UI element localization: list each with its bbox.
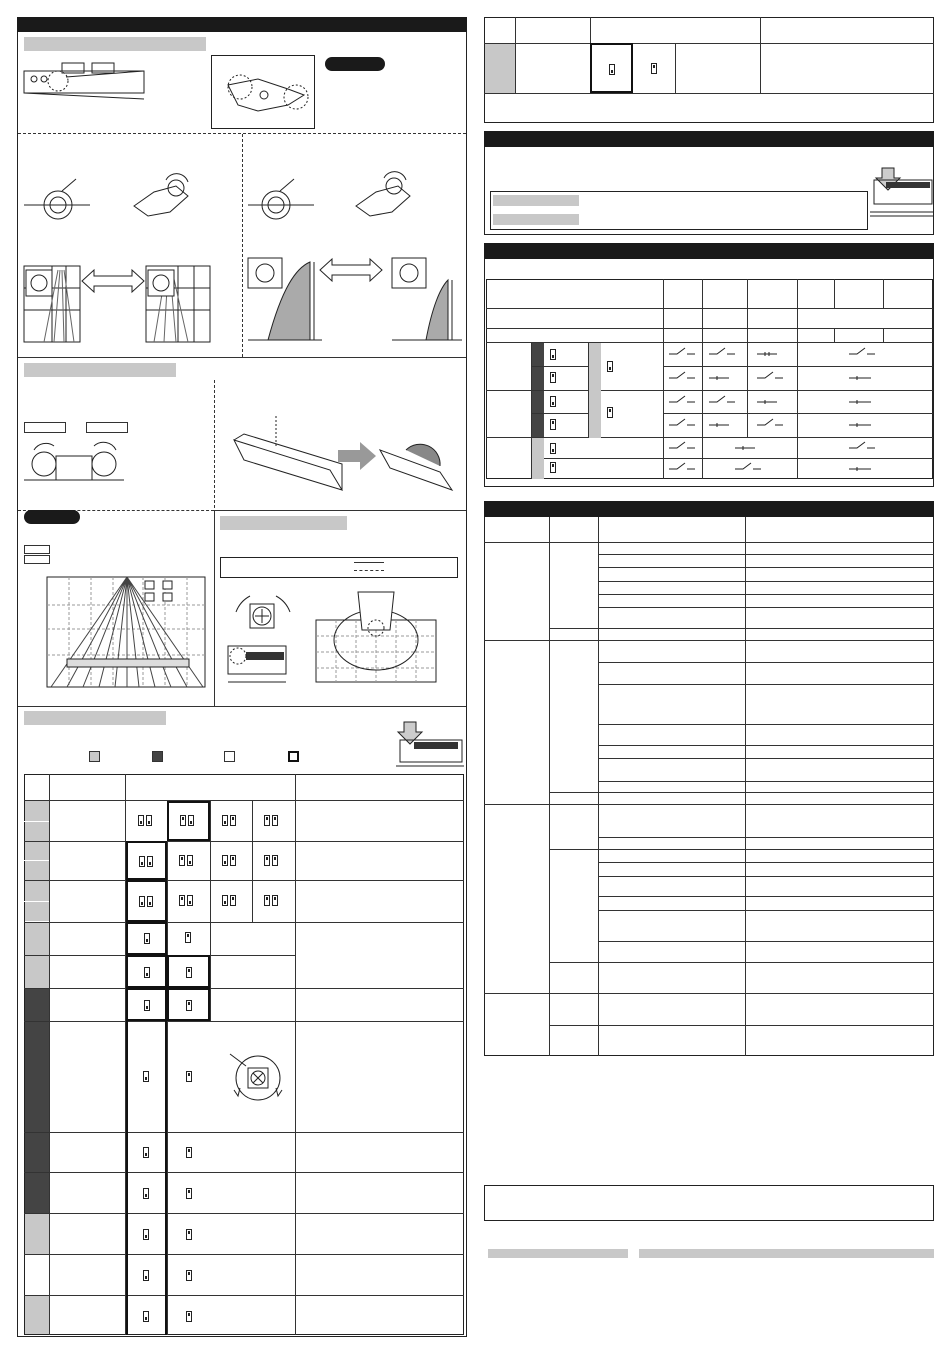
table-row — [295, 1295, 464, 1296]
table-row — [531, 366, 588, 367]
dip-switch-icon — [550, 462, 556, 473]
table-row — [295, 1172, 464, 1173]
table-column — [549, 517, 550, 1056]
table-row — [598, 896, 934, 897]
table-column — [883, 279, 884, 309]
divider — [18, 706, 466, 707]
dip-switch-icon — [550, 396, 556, 407]
output-panel-header-bar — [484, 131, 934, 147]
table-column — [745, 517, 746, 1056]
dip-switch — [633, 43, 676, 93]
left-panel-header-bar — [17, 17, 467, 32]
table-row — [598, 554, 934, 555]
dip-switch-group — [210, 841, 252, 880]
dark-gray-swatch — [152, 751, 163, 762]
table-row — [24, 860, 49, 861]
adjusting-screw-icon — [248, 183, 314, 223]
section-heading-bar — [24, 711, 166, 725]
dip-switch-icon — [143, 1270, 149, 1281]
note-badge — [24, 510, 80, 524]
white-swatch — [224, 751, 235, 762]
detection-area-chart-icon — [146, 266, 210, 342]
dip-switch-group — [126, 880, 167, 922]
dip-switch-icon — [186, 1229, 192, 1240]
dip-switch-group — [252, 841, 295, 880]
row-color-strip — [532, 438, 544, 479]
dip-switch-group — [210, 880, 252, 922]
dip-switch-icon — [143, 1311, 149, 1322]
table-row — [549, 1025, 934, 1026]
table-row — [24, 821, 49, 822]
adjusting-screw-icon — [24, 183, 90, 223]
dip-switch-group — [167, 880, 210, 922]
table-row — [598, 837, 934, 838]
detection-area-chart-icon — [248, 258, 322, 342]
dip-switch — [126, 955, 167, 988]
dip-switch — [126, 988, 167, 1021]
dip-switch-group — [126, 841, 167, 880]
detection-area-chart-icon — [47, 577, 205, 687]
dip-switch-icon — [143, 1229, 149, 1240]
dip-label-box — [86, 422, 128, 433]
dip-label-box — [24, 545, 50, 554]
table-column — [49, 774, 50, 1335]
dip-switch-group — [126, 801, 167, 841]
dip-switch — [126, 922, 167, 955]
note-label-bar — [493, 195, 579, 206]
table-row — [549, 962, 934, 963]
divider — [214, 380, 215, 508]
dip-switch-icon — [550, 443, 556, 454]
dip-switch-group — [210, 801, 252, 841]
row-color-strip — [589, 343, 601, 438]
dip-switch-group — [167, 801, 210, 841]
dip-switch-icon — [186, 1071, 192, 1082]
dip-switch-icon — [550, 349, 556, 360]
legend-line-solid — [354, 562, 384, 563]
row-color-strip — [25, 801, 49, 921]
table-column — [760, 17, 761, 93]
sensor-unit-drawing — [22, 57, 152, 105]
table-column — [295, 774, 296, 1335]
dip-switch-icon — [607, 361, 613, 372]
table-column — [883, 328, 884, 342]
table-row — [549, 792, 934, 793]
table-row — [484, 93, 934, 94]
dip-switch-icon — [186, 1270, 192, 1281]
operation-table-header-bar — [484, 243, 934, 259]
table-row — [549, 628, 934, 629]
dip-switch — [167, 922, 210, 955]
divider — [214, 510, 466, 511]
dip-switch-group — [252, 880, 295, 922]
dip-switch — [590, 43, 633, 93]
dip-switch-group — [167, 841, 210, 880]
table-row — [24, 988, 464, 989]
table-row — [598, 594, 934, 595]
section-heading-bar — [24, 363, 176, 377]
divider — [18, 357, 466, 358]
table-row — [598, 910, 934, 911]
table-row — [484, 804, 934, 805]
table-row — [598, 862, 934, 863]
light-gray-swatch — [89, 751, 100, 762]
table-row — [598, 724, 934, 725]
table-row — [24, 1132, 464, 1133]
dip-label-box — [24, 422, 66, 433]
dip-switch-group — [252, 801, 295, 841]
sensor-unit-drawing — [230, 410, 462, 504]
adjusting-screw-icon — [228, 590, 298, 688]
sensor-unit-drawing — [870, 168, 934, 220]
table-row — [598, 567, 934, 568]
table-column — [834, 279, 835, 309]
arrow-icon — [80, 268, 146, 294]
detection-area-chart-icon — [314, 590, 438, 684]
row-color-strip — [485, 44, 515, 93]
notes-box — [484, 1185, 934, 1221]
row-color-strip — [532, 391, 544, 437]
table-row — [24, 901, 49, 902]
table-row — [484, 542, 934, 543]
top-right-table — [484, 17, 934, 123]
adjusting-screw-icon — [226, 1050, 292, 1102]
table-row — [295, 1213, 464, 1214]
lens-unit-icon — [130, 172, 194, 222]
table-column — [515, 17, 516, 93]
table-row — [24, 922, 464, 923]
dip-switch-icon — [143, 1071, 149, 1082]
table-row — [598, 581, 934, 582]
divider — [214, 510, 215, 706]
table-row — [484, 640, 934, 641]
dip-switch — [167, 955, 210, 988]
footer-bar — [639, 1249, 934, 1258]
table-row — [24, 1021, 464, 1022]
detection-area-chart-icon — [392, 258, 462, 342]
row-color-strip — [25, 1214, 49, 1254]
table-row — [598, 607, 934, 608]
dip-switch-icon — [143, 1188, 149, 1199]
row-color-strip — [25, 1296, 49, 1334]
table-row — [295, 1254, 464, 1255]
arrow-icon — [318, 257, 384, 283]
dip-switch-icon — [186, 1147, 192, 1158]
table-row — [598, 941, 934, 942]
specs-table-header-bar — [484, 501, 934, 517]
legend-box — [220, 557, 458, 578]
dip-switch-icon — [550, 419, 556, 430]
dip-switch — [126, 1021, 167, 1335]
table-row — [598, 758, 934, 759]
footer-bar — [488, 1249, 628, 1258]
row-color-strip — [25, 989, 49, 1213]
specs-table — [484, 501, 934, 1056]
sensor-unit-drawing — [396, 722, 464, 770]
detection-area-chart-icon — [24, 266, 80, 342]
section-heading-bar — [220, 516, 347, 530]
table-column — [598, 517, 599, 1056]
table-row — [598, 684, 934, 685]
table-row — [486, 328, 933, 329]
table-row — [598, 876, 934, 877]
dip-label-box — [24, 555, 50, 564]
note-badge — [325, 57, 385, 71]
dip-switch — [167, 988, 210, 1021]
dip-switch-icon — [186, 1188, 192, 1199]
note-label-bar — [493, 214, 579, 225]
table-row — [486, 308, 933, 309]
dip-switch-icon — [143, 1147, 149, 1158]
table-row — [484, 43, 934, 44]
divider — [242, 134, 243, 357]
bold-white-swatch — [288, 751, 299, 762]
table-row — [598, 781, 934, 782]
sensor-unit-drawing — [24, 440, 124, 488]
dip-switch-icon — [186, 1311, 192, 1322]
table-row — [484, 993, 934, 994]
dip-switch-icon — [607, 407, 613, 418]
contact-symbols — [663, 342, 933, 479]
section-heading-bar — [24, 37, 206, 51]
table-row — [531, 413, 588, 414]
dip-switch-icon — [550, 372, 556, 383]
table-row — [598, 745, 934, 746]
table-column — [834, 328, 835, 342]
legend-line-dashed — [354, 570, 384, 571]
table-row — [549, 849, 934, 850]
lens-unit-icon — [352, 172, 416, 222]
lens-unit-icon — [218, 65, 310, 125]
table-row — [598, 662, 934, 663]
